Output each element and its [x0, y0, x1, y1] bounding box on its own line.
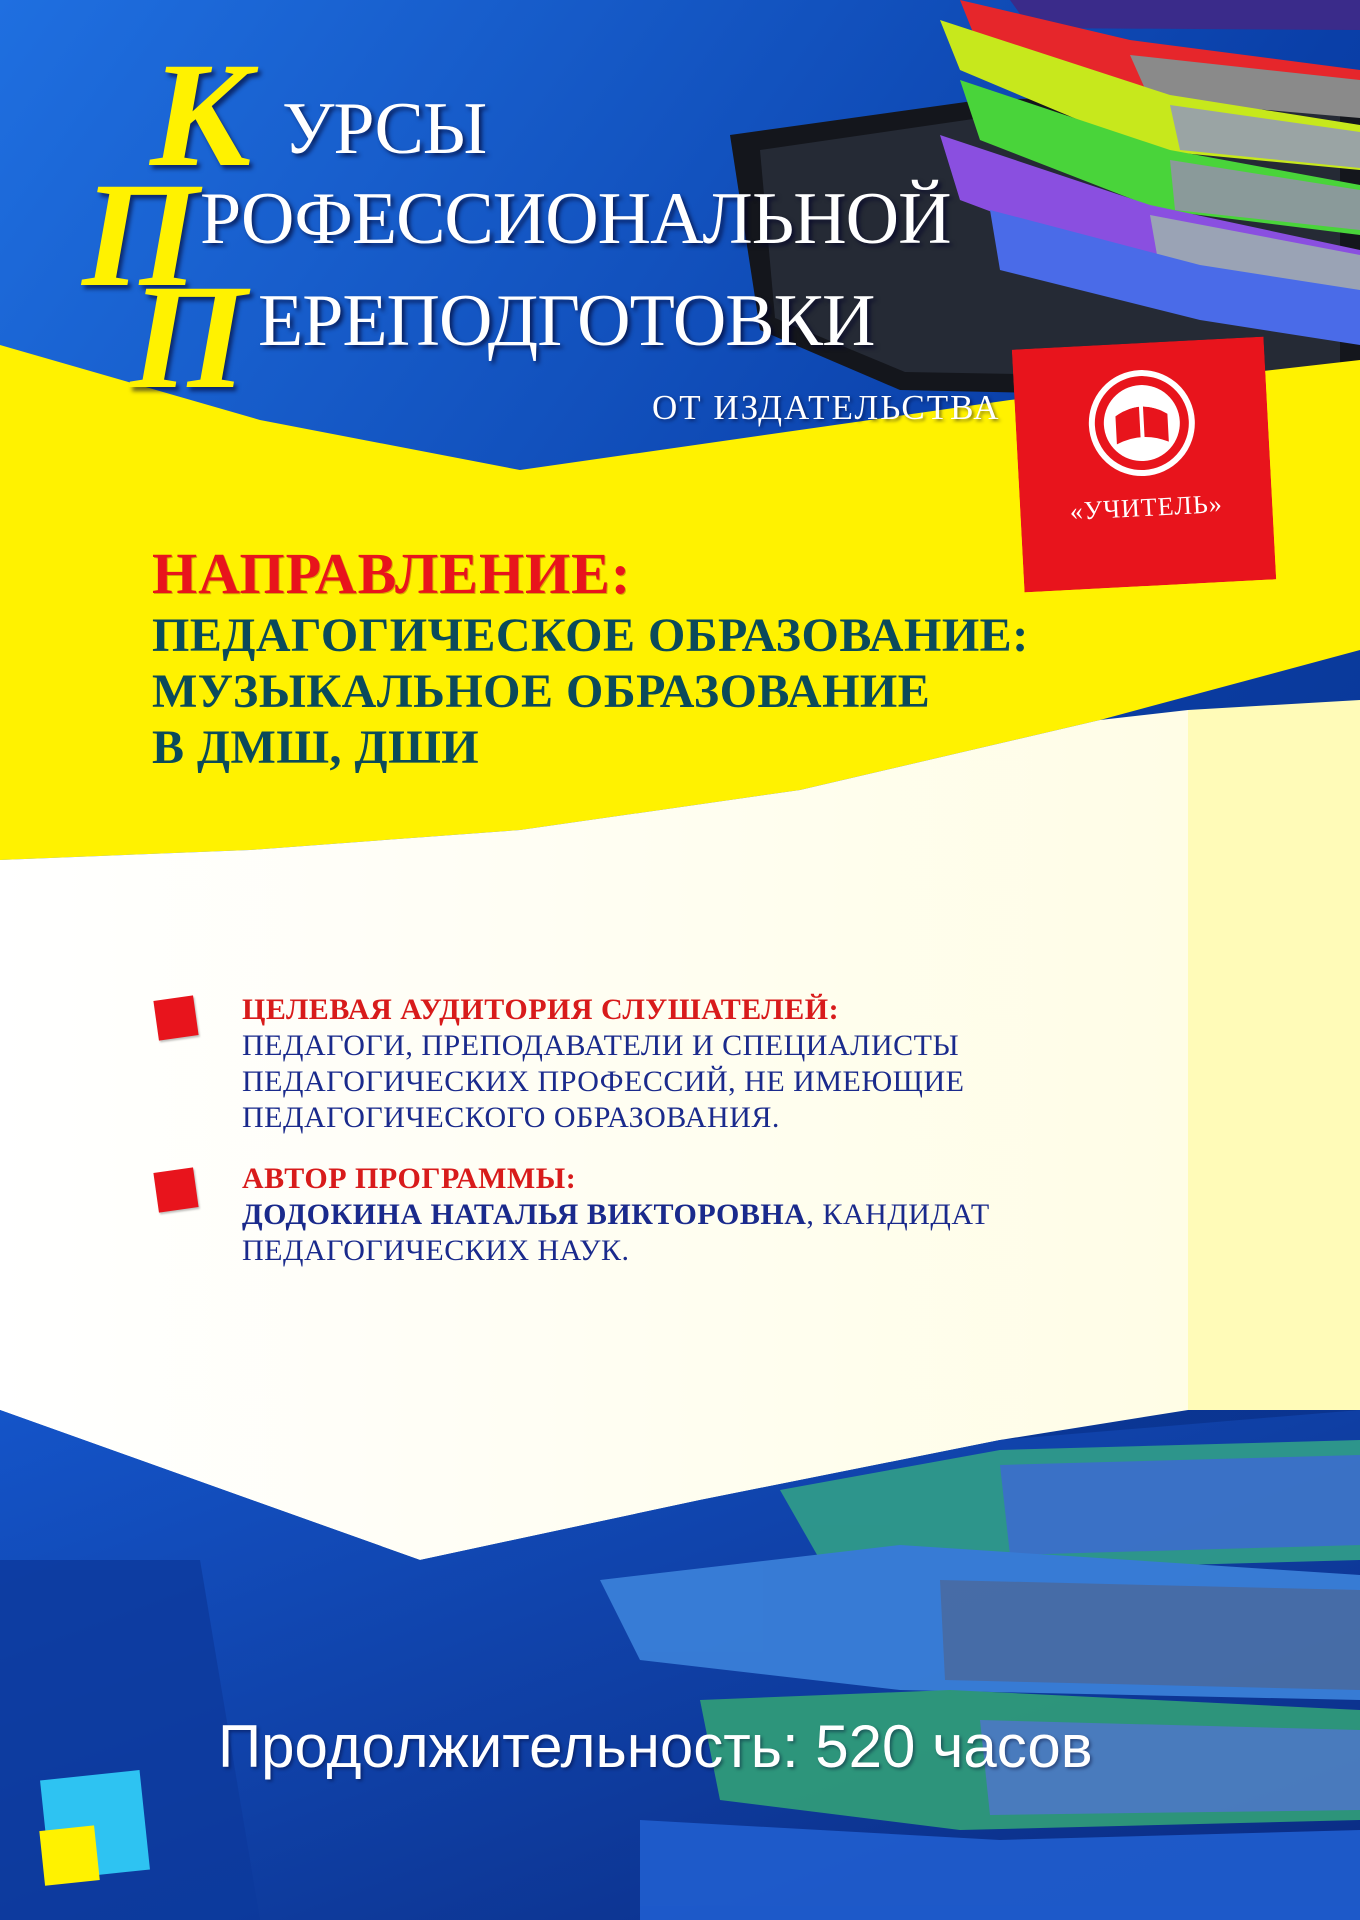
direction-heading: НАПРАВЛЕНИЕ:	[152, 541, 632, 606]
publisher-line: ОТ ИЗДАТЕЛЬСТВА	[652, 388, 1001, 427]
direction-line-3: В ДМШ, ДШИ	[152, 721, 480, 774]
audience-line-3: ПЕДАГОГИЧЕСКОГО ОБРАЗОВАНИЯ.	[242, 1101, 780, 1134]
title-word-perepodgotovki: ЕРЕПОДГОТОВКИ	[258, 280, 875, 362]
author-label: АВТОР ПРОГРАММЫ:	[242, 1162, 577, 1195]
author-line-2: ПЕДАГОГИЧЕСКИХ НАУК.	[242, 1234, 630, 1267]
audience-bullet	[153, 995, 198, 1040]
corner-square-yellow	[39, 1825, 99, 1885]
author-line-1	[242, 1198, 990, 1232]
content-panel-edge	[1188, 700, 1360, 1410]
publisher-logo	[1012, 337, 1276, 593]
logo-label: «УЧИТЕЛЬ»	[1069, 488, 1224, 526]
author-title: , КАНДИДАТ	[806, 1198, 990, 1231]
title-word-professionalnoy: РОФЕССИОНАЛЬНОЙ	[200, 178, 951, 260]
audience-label: ЦЕЛЕВАЯ АУДИТОРИЯ СЛУШАТЕЛЕЙ:	[242, 993, 840, 1026]
title-initial-p1: П	[82, 152, 199, 318]
direction-line-2: МУЗЫКАЛЬНОЕ ОБРАЗОВАНИЕ	[152, 665, 931, 718]
audience-line-1: ПЕДАГОГИ, ПРЕПОДАВАТЕЛИ И СПЕЦИАЛИСТЫ	[242, 1029, 960, 1062]
duration-text: Продолжительность: 520 часов	[218, 1713, 1093, 1780]
title-initial-k: К	[150, 32, 252, 198]
title-initial-p2: П	[130, 254, 247, 420]
title-word-kursy: УРСЫ	[282, 88, 487, 170]
author-bullet	[153, 1167, 198, 1212]
author-name: ДОДОКИНА НАТАЛЬЯ ВИКТОРОВНА	[242, 1198, 807, 1231]
audience-line-2: ПЕДАГОГИЧЕСКИХ ПРОФЕССИЙ, НЕ ИМЕЮЩИЕ	[242, 1065, 965, 1098]
direction-line-1: ПЕДАГОГИЧЕСКОЕ ОБРАЗОВАНИЕ:	[152, 609, 1029, 662]
uchitel-logo-icon	[1012, 337, 1276, 593]
